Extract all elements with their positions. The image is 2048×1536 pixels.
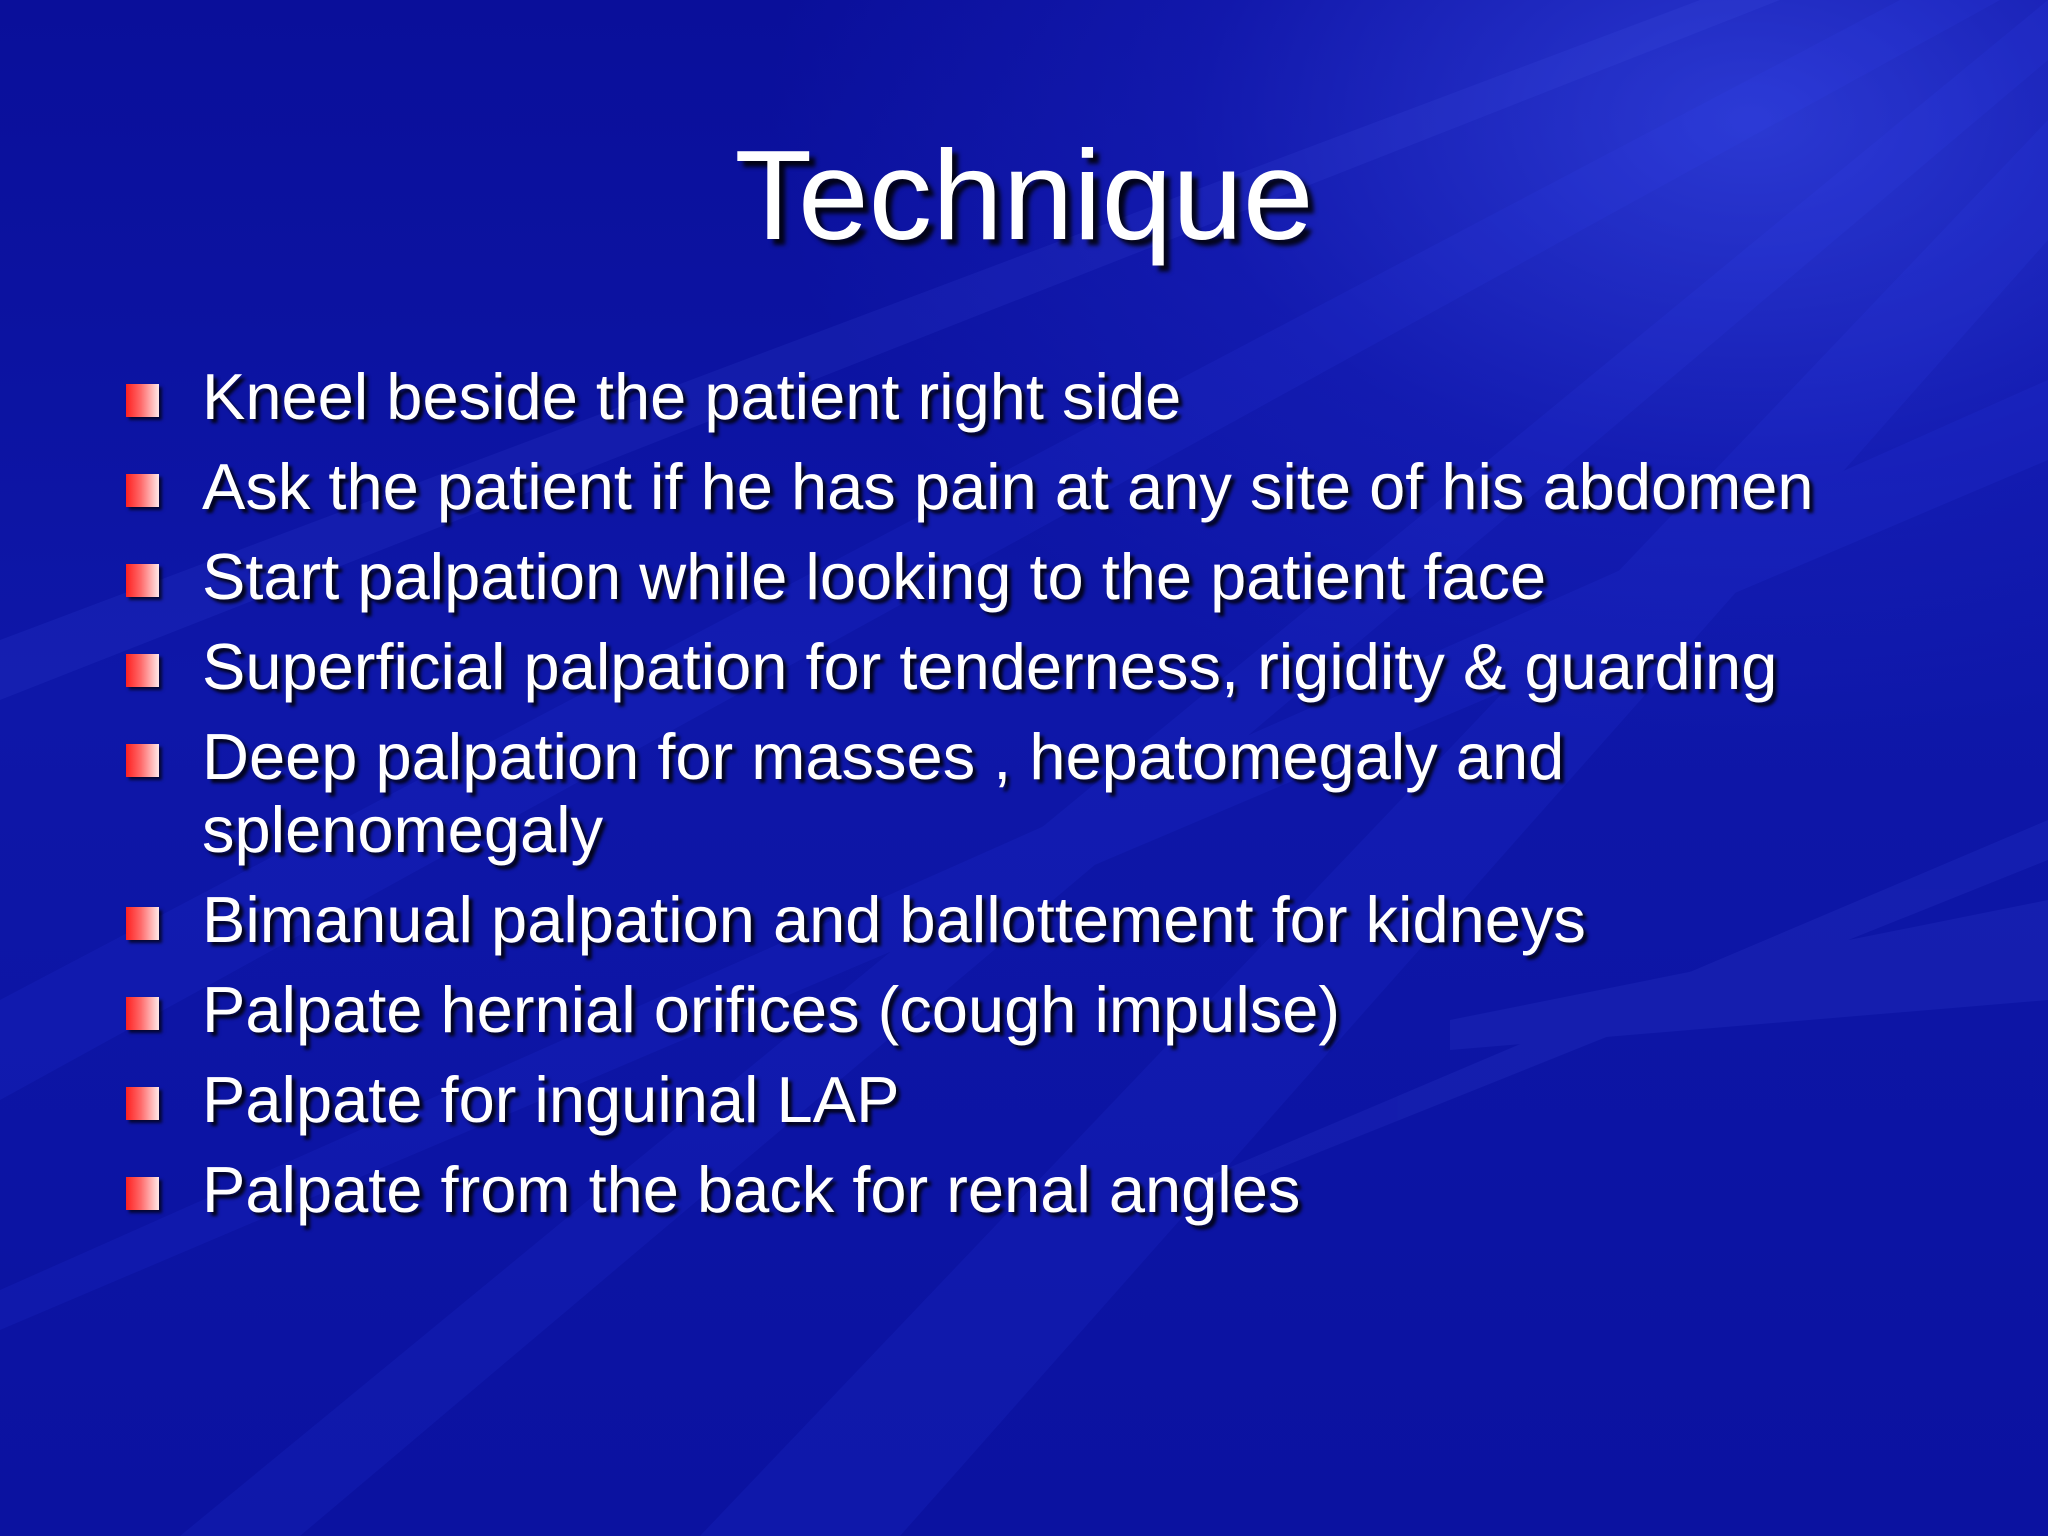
bullet-item [124, 360, 2004, 433]
bullet-item [124, 1063, 2004, 1136]
bullet-square-icon [126, 997, 159, 1030]
bullet-square-icon [126, 744, 159, 777]
slide-title: Technique [734, 124, 1314, 266]
bullet-square-icon [126, 654, 159, 687]
bullet-square-icon [126, 384, 159, 417]
bullet-text: Superficial palpation for tenderness, rigidity & guarding [202, 630, 1778, 703]
bullet-text: Palpate hernial orifices (cough impulse) [202, 973, 1341, 1046]
bullet-square-icon [126, 1177, 159, 1210]
bullet-item [124, 883, 2004, 956]
bullet-text: Ask the patient if he has pain at any site of his abdomen [202, 450, 1814, 523]
bullet-item [124, 1153, 2004, 1226]
bullet-square-icon [126, 1087, 159, 1120]
bullet-text: Start palpation while looking to the patient face [202, 540, 1547, 613]
bullet-item [124, 630, 2004, 703]
bullet-item [124, 540, 2004, 613]
bullet-text: Deep palpation for masses , hepatomegaly and splenomegaly [202, 720, 1565, 866]
bullet-text: Palpate for inguinal LAP [202, 1063, 900, 1136]
bullet-text: Bimanual palpation and ballottement for kidneys [202, 883, 1586, 956]
bullet-square-icon [126, 564, 159, 597]
bullet-item [124, 450, 2004, 523]
bullet-list [124, 360, 2004, 1243]
bullet-item [124, 720, 1762, 866]
bullet-text: Palpate from the back for renal angles [202, 1153, 1301, 1226]
bullet-square-icon [126, 474, 159, 507]
bullet-text: Kneel beside the patient right side [202, 360, 1182, 433]
bullet-square-icon [126, 907, 159, 940]
bullet-item [124, 973, 2004, 1046]
